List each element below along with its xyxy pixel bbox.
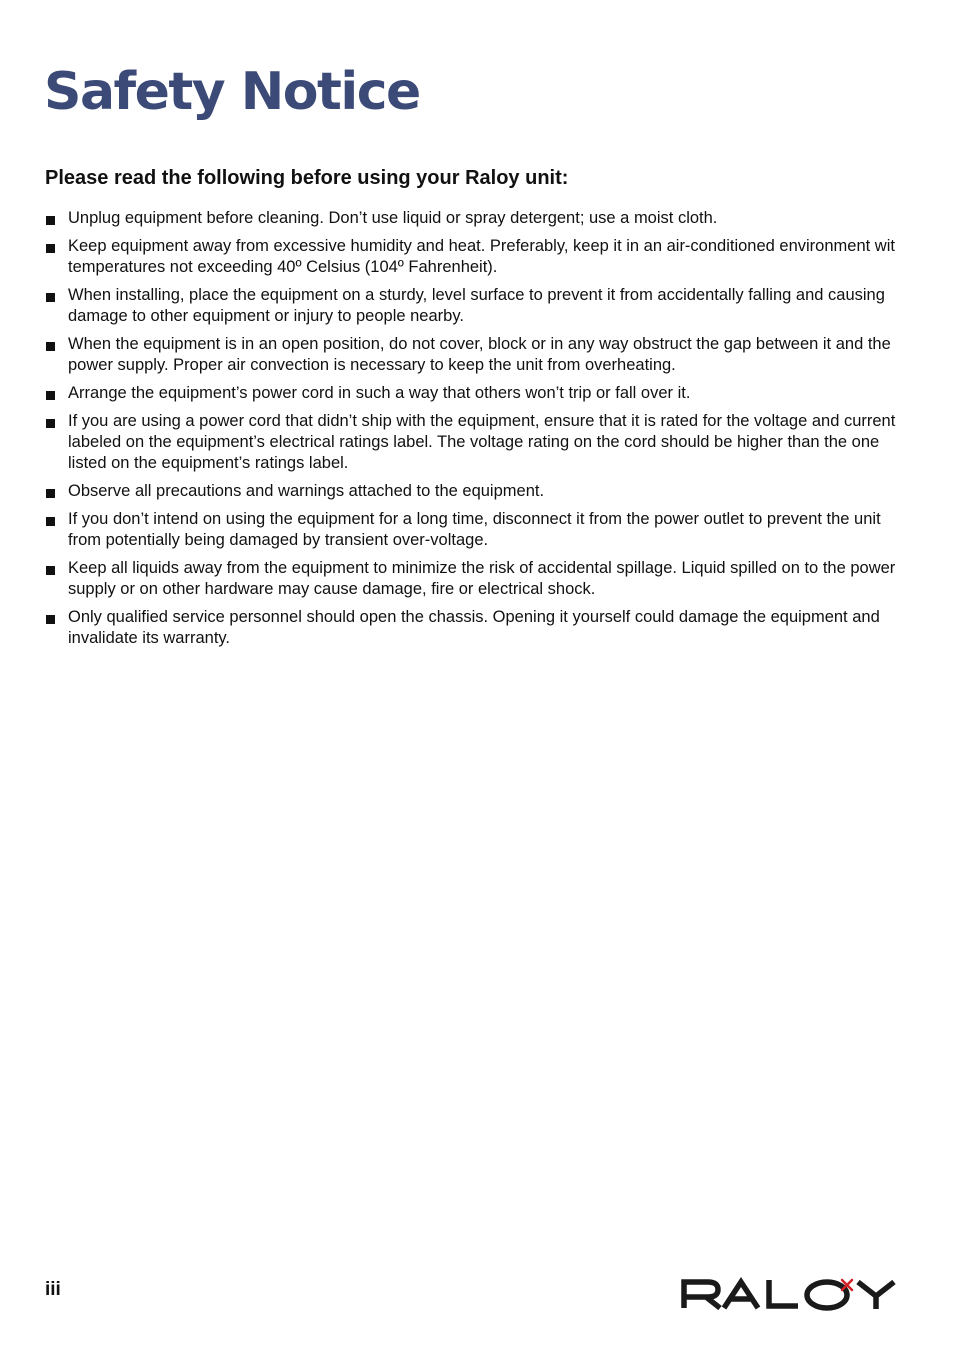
square-bullet-icon: [46, 615, 55, 624]
list-item-text: If you don’t intend on using the equipment for a long time, disconnect it from the power outlet to prevent the unit from potentially being damaged by transient over-voltage.: [68, 510, 881, 549]
raloy-logo-letters: [684, 1280, 894, 1309]
square-bullet-icon: [46, 419, 55, 428]
list-item-text: If you are using a power cord that didn’t ship with the equipment, ensure that it is rated for the voltage and current labeled on the equipment’s electrical ratings label. The voltage rating on the cord should be higher than the one listed on the equipment’s ratings label.: [68, 412, 896, 472]
list-item: [45, 285, 907, 327]
list-item: [45, 411, 907, 474]
safety-notice-list: [45, 208, 907, 656]
list-item-text: Only qualified service personnel should open the chassis. Opening it yourself could damage the equipment and invalidate its warranty.: [68, 608, 880, 647]
section-heading: Please read the following before using your Raloy unit:: [45, 167, 569, 189]
list-item: [45, 208, 907, 229]
list-item-text: When the equipment is in an open position, do not cover, block or in any way obstruct the gap between it and the power supply. Proper air convection is necessary to keep the unit from overheating.: [68, 335, 891, 374]
square-bullet-icon: [46, 244, 55, 253]
square-bullet-icon: [46, 517, 55, 526]
page-number: iii: [45, 1279, 61, 1300]
list-item-text: Arrange the equipment’s power cord in such a way that others won’t trip or fall over it.: [68, 384, 691, 402]
list-item-text: Unplug equipment before cleaning. Don’t use liquid or spray detergent; use a moist cloth.: [68, 209, 718, 227]
list-item: [45, 334, 907, 376]
list-item: [45, 481, 907, 502]
list-item: [45, 558, 907, 600]
list-item: [45, 509, 907, 551]
square-bullet-icon: [46, 489, 55, 498]
square-bullet-icon: [46, 216, 55, 225]
square-bullet-icon: [46, 342, 55, 351]
list-item: [45, 607, 907, 649]
list-item-text: Keep equipment away from excessive humidity and heat. Preferably, keep it in an air-conditioned environment wit temperatures not exceeding 40º Celsius (104º Fahrenheit).: [68, 237, 895, 276]
list-item-text: Keep all liquids away from the equipment to minimize the risk of accidental spillage. Liquid spilled on to the power supply or on other hardware may cause damage, fire or electrical shock.: [68, 559, 896, 598]
list-item-text: Observe all precautions and warnings attached to the equipment.: [68, 482, 545, 500]
list-item-text: When installing, place the equipment on a sturdy, level surface to prevent it from accidentally falling and causing damage to other equipment or injury to people nearby.: [68, 286, 885, 325]
list-item: [45, 236, 907, 278]
raloy-logo: [680, 1276, 910, 1312]
square-bullet-icon: [46, 391, 55, 400]
list-item: [45, 383, 907, 404]
page-title: Safety Notice: [44, 62, 420, 122]
square-bullet-icon: [46, 566, 55, 575]
square-bullet-icon: [46, 293, 55, 302]
